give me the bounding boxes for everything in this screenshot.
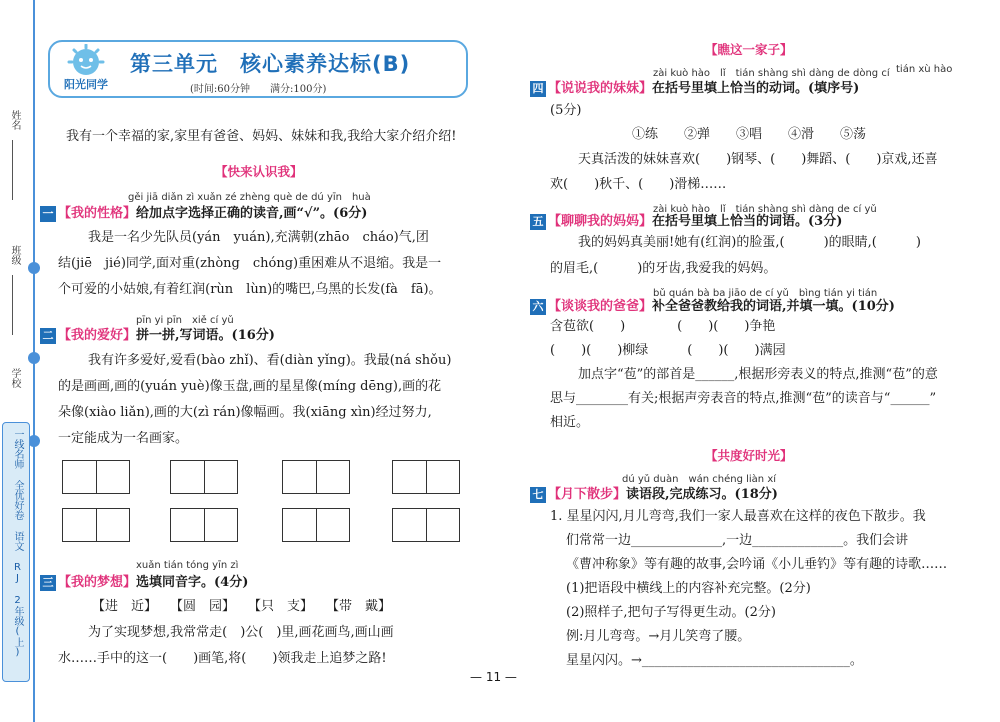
name-line bbox=[12, 140, 13, 200]
q7-number: 七 bbox=[530, 487, 546, 503]
class-line bbox=[12, 275, 13, 335]
q3-pinyin: xuǎn tián tóng yīn zì bbox=[136, 560, 239, 571]
q4-instruction: 在括号里填上恰当的动词。(填序号) bbox=[652, 81, 860, 96]
q3-heading bbox=[40, 571, 248, 591]
q6-line-5: 相近。 bbox=[550, 415, 590, 430]
q3-number: 三 bbox=[40, 575, 56, 591]
q6-heading bbox=[530, 295, 895, 315]
q3-instruction: 选填同音字。(4分) bbox=[136, 575, 249, 590]
q2-heading bbox=[40, 324, 275, 344]
q4-pinyin-2: tián xù hào bbox=[896, 64, 953, 75]
q7-line-6: 例:月儿弯弯。→月儿笑弯了腰。 bbox=[566, 629, 751, 644]
q5-number: 五 bbox=[530, 214, 546, 230]
q3-line-2: 水……手中的这一( )画笔,将( )领我走上追梦之路! bbox=[58, 651, 387, 666]
q2-pinyin: pīn yi pīn xiě cí yǔ bbox=[136, 315, 234, 326]
q4-options: ①练 ②弹 ③唱 ④滑 ⑤荡 bbox=[632, 127, 867, 142]
q4-tag: 【说说我的妹妹】 bbox=[548, 81, 653, 96]
q2-instruction: 拼一拼,写词语。(16分) bbox=[136, 328, 275, 343]
q6-line-1: 含苞欲( ) ( )( )争艳 bbox=[550, 319, 776, 334]
section-title-1: 【快来认识我】 bbox=[215, 164, 303, 179]
q4-score: (5分) bbox=[550, 103, 582, 118]
writing-grid[interactable] bbox=[282, 508, 350, 542]
logo-text: 阳光同学 bbox=[64, 78, 108, 91]
q7-line-2: 们常常一边______________,一边______________。我们会讲 bbox=[566, 533, 909, 548]
page-number: — 11 — bbox=[470, 670, 517, 684]
writing-grid[interactable] bbox=[392, 508, 460, 542]
q1-instruction: 给加点字选择正确的读音,画“√”。(6分) bbox=[136, 206, 368, 221]
q2-number: 二 bbox=[40, 328, 56, 344]
brand-bar bbox=[2, 422, 30, 682]
writing-grid[interactable] bbox=[62, 508, 130, 542]
intro-text: 我有一个幸福的家,家里有爸爸、妈妈、妹妹和我,我给大家介绍介绍! bbox=[66, 129, 457, 144]
q2-line-2: 的是画画,画的(yuán yuè)像玉盘,画的星星像(míng dēng),画的花 bbox=[58, 379, 442, 394]
q5-instruction: 在括号里填上恰当的词语。(3分) bbox=[652, 214, 843, 229]
class-label: 班级 bbox=[9, 245, 20, 265]
writing-grid[interactable] bbox=[170, 508, 238, 542]
name-label: 姓名 bbox=[9, 110, 20, 130]
q5-heading bbox=[530, 210, 842, 230]
q1-line-2: 结(jiē jié)同学,面对重(zhòng chóng)重困难从不退缩。我是一 bbox=[58, 256, 442, 271]
q2-tag: 【我的爱好】 bbox=[58, 328, 137, 343]
q1-tag: 【我的性格】 bbox=[58, 206, 137, 221]
q7-line-4: (1)把语段中横线上的内容补充完整。(2分) bbox=[566, 581, 811, 596]
q5-line-1: 我的妈妈真美丽!她有(红润)的脸蛋,( )的眼睛,( ) bbox=[578, 235, 921, 250]
q4-number: 四 bbox=[530, 81, 546, 97]
q2-line-1: 我有许多爱好,爱看(bào zhǐ)、看(diàn yǐng)。我最(ná shǒu) bbox=[88, 353, 452, 368]
q6-instruction: 补全爸爸教给我的词语,并填一填。(10分) bbox=[652, 299, 895, 314]
q4-line-2: 欢( )秋千、( )滑梯…… bbox=[550, 177, 727, 192]
q3-options: 【进 近】 【圆 园】 【只 支】 【带 戴】 bbox=[92, 599, 392, 614]
q4-heading bbox=[530, 77, 859, 97]
q1-line-1: 我是一名少先队员(yán yuán),充满朝(zhāo cháo)气,团 bbox=[88, 230, 429, 245]
q5-tag: 【聊聊我的妈妈】 bbox=[548, 214, 653, 229]
writing-grid[interactable] bbox=[170, 460, 238, 494]
q4-line-1: 天真活泼的妹妹喜欢( )钢琴、( )舞蹈、( )京戏,还喜 bbox=[578, 152, 938, 167]
q7-line-5: (2)照样子,把句子写得更生动。(2分) bbox=[566, 605, 776, 620]
writing-grid[interactable] bbox=[62, 460, 130, 494]
q7-line-3: 《曹冲称象》等有趣的故事,会吟诵《小儿垂钓》等有趣的诗歌…… bbox=[566, 557, 948, 572]
q4-pinyin: zài kuò hào lǐ tián shàng shì dàng de dòng cí bbox=[653, 68, 890, 79]
writing-grid[interactable] bbox=[392, 460, 460, 494]
q7-line-7: 星星闪闪。→________________________________。 bbox=[566, 653, 863, 668]
school-label: 学校 bbox=[9, 368, 20, 388]
q5-pinyin: zài kuò hào lǐ tián shàng shì dàng de cí yǔ bbox=[653, 204, 877, 215]
q7-tag: 【月下散步】 bbox=[548, 487, 627, 502]
q1-number: 一 bbox=[40, 206, 56, 222]
q7-pinyin: dú yǔ duàn wán chéng liàn xí bbox=[622, 474, 777, 485]
q5-line-2: 的眉毛,( )的牙齿,我爱我的妈妈。 bbox=[550, 261, 777, 276]
q2-line-3: 朵像(xiào liǎn),画的大(zì rán)像幅画。我(xiāng xìn)经过努力, bbox=[58, 405, 432, 420]
q1-heading bbox=[40, 202, 367, 222]
q7-line-1: 1. 星星闪闪,月儿弯弯,我们一家人最喜欢在这样的夜色下散步。我 bbox=[550, 509, 926, 524]
q6-line-4: 思与________有关;根据声旁表音的特点,推测“苞”的读音与“______” bbox=[550, 391, 937, 406]
binding-strip bbox=[0, 0, 40, 722]
q6-number: 六 bbox=[530, 299, 546, 315]
sun-logo-icon bbox=[54, 44, 118, 94]
brand-bar-text: 一线名师 全优好卷 语文 RJ 2年级(上) bbox=[12, 429, 23, 658]
q1-line-3: 个可爱的小姑娘,有着红润(rùn lùn)的嘴巴,乌黑的长发(fà fā)。 bbox=[58, 282, 442, 297]
q3-tag: 【我的梦想】 bbox=[58, 575, 137, 590]
binding-dot bbox=[28, 262, 40, 274]
q6-line-3: 加点字“苞”的部首是______,根据形旁表义的特点,推测“苞”的意 bbox=[578, 367, 938, 382]
writing-grid[interactable] bbox=[282, 460, 350, 494]
q6-line-2: ( )( )柳绿 ( )( )满园 bbox=[550, 343, 786, 358]
q6-pinyin: bǔ quán bà ba jiāo de cí yǔ bìng tián yi tián bbox=[653, 288, 878, 299]
page-title: 第三单元 核心素养达标(B) bbox=[130, 52, 411, 76]
section-title-3: 【共度好时光】 bbox=[705, 448, 793, 463]
section-title-2: 【瞧这一家子】 bbox=[705, 42, 793, 57]
binding-dot bbox=[28, 352, 40, 364]
q6-tag: 【谈谈我的爸爸】 bbox=[548, 299, 653, 314]
q1-pinyin: gěi jiā diǎn zì xuǎn zé zhèng què de dú yīn huà bbox=[128, 192, 371, 203]
q3-line-1: 为了实现梦想,我常常走( )公( )里,画花画鸟,画山画 bbox=[88, 625, 394, 640]
q7-instruction: 读语段,完成练习。(18分) bbox=[626, 487, 778, 502]
page-subtitle: (时间:60分钟 满分:100分) bbox=[190, 84, 327, 95]
q7-heading bbox=[530, 483, 778, 503]
q2-line-4: 一定能成为一名画家。 bbox=[58, 431, 189, 446]
